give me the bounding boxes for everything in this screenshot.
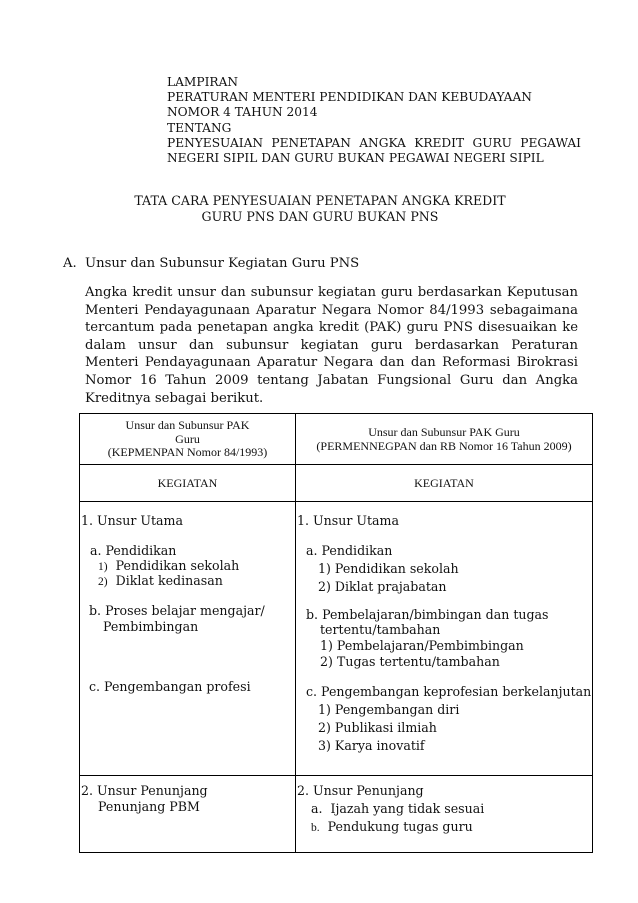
right-header-line-1: Unsur dan Subunsur PAK Guru	[368, 425, 520, 439]
right-penunjang-a-letter: a.	[311, 801, 323, 816]
section-title: Unsur dan Subunsur Kegiatan Guru PNS	[85, 256, 360, 271]
left-utama-a1-number: 1)	[98, 561, 108, 573]
right-penunjang-a	[311, 801, 484, 816]
right-utama-c3: 3) Karya inovatif	[318, 738, 425, 753]
regulation-number: NOMOR 4 TAHUN 2014	[167, 105, 318, 120]
kegiatan-row	[80, 465, 593, 502]
right-penunjang-title: 2. Unsur Penunjang	[297, 783, 424, 798]
right-utama-c2: 2) Publikasi ilmiah	[318, 720, 437, 735]
unsur-utama-row	[80, 502, 593, 776]
intro-paragraph: Angka kredit unsur dan subunsur kegiatan guru berdasarkan Keputusan Menteri Pendayagunaan Aparatur Negara Nomor 84/1993 sebagaimana tercantum pada penetapan angka kredit (PAK) guru PNS disesuaikan ke dalam unsur dan subunsur kegiatan guru berdasarkan Peraturan Menteri Pendayagunaan Aparatur Negara dan dan Reformasi Birokrasi Nomor 16 Tahun 2009 tentang Jabatan Fungsional Guru dan Angka Kreditnya sebagai berikut.	[85, 285, 578, 406]
left-utama-a2	[98, 573, 223, 588]
section-a-heading	[63, 256, 359, 271]
left-penunjang-title: 2. Unsur Penunjang	[81, 783, 208, 798]
left-utama-c: c. Pengembangan profesi	[89, 679, 251, 694]
regulation-name: PERATURAN MENTERI PENDIDIKAN DAN KEBUDAYAAN	[167, 90, 532, 105]
right-utama-c: c. Pengembangan keprofesian berkelanjutan	[306, 684, 592, 699]
right-kegiatan-label: KEGIATAN	[296, 465, 593, 502]
document-title-line-2: GURU PNS DAN GURU BUKAN PNS	[201, 209, 439, 224]
lampiran-header	[167, 75, 587, 166]
right-unsur-penunjang-cell	[296, 776, 593, 853]
section-letter: A.	[63, 256, 77, 271]
left-utama-title: 1. Unsur Utama	[81, 513, 183, 528]
right-penunjang-b-letter: b.	[311, 822, 320, 834]
pak-table	[79, 413, 593, 853]
left-header-line-1: Unsur dan Subunsur PAK	[125, 418, 250, 432]
left-utama-a: a. Pendidikan	[90, 543, 177, 558]
right-utama-c1: 1) Pengembangan diri	[318, 702, 460, 717]
right-penunjang-b	[311, 819, 473, 834]
left-unsur-utama-cell	[80, 502, 296, 776]
right-utama-a2: 2) Diklat prajabatan	[318, 579, 447, 594]
unsur-penunjang-row	[80, 776, 593, 853]
subject-line-1: PENYESUAIAN PENETAPAN ANGKA KREDIT GURU PEGAWAI	[167, 135, 581, 150]
right-utama-b-line-2: tertentu/tambahan	[320, 622, 441, 637]
document-title	[100, 193, 540, 225]
lampiran-label: LAMPIRAN	[167, 75, 239, 89]
right-penunjang-b-text: Pendukung tugas guru	[327, 819, 473, 834]
right-utama-a1: 1) Pendidikan sekolah	[318, 561, 459, 576]
right-penunjang-a-text: Ijazah yang tidak sesuai	[330, 801, 485, 816]
document-title-line-1: TATA CARA PENYESUAIAN PENETAPAN ANGKA KREDIT	[134, 193, 506, 208]
left-utama-b-line-1: b. Proses belajar mengajar/	[89, 603, 265, 618]
right-utama-b1: 1) Pembelajaran/Pembimbingan	[320, 638, 524, 653]
right-utama-b-line-1: b. Pembelajaran/bimbingan dan tugas	[306, 607, 549, 622]
tentang-label: TENTANG	[167, 120, 232, 135]
right-utama-b2: 2) Tugas tertentu/tambahan	[320, 654, 500, 669]
right-utama-a: a. Pendidikan	[306, 543, 393, 558]
right-column-header	[296, 414, 593, 465]
left-unsur-penunjang-cell	[80, 776, 296, 853]
subject-line-2: NEGERI SIPIL DAN GURU BUKAN PEGAWAI NEGERI SIPIL	[167, 151, 544, 166]
right-unsur-utama-cell	[296, 502, 593, 776]
table-header-row	[80, 414, 593, 465]
left-header-line-3: (KEPMENPAN Nomor 84/1993)	[107, 445, 268, 459]
left-kegiatan-label: KEGIATAN	[80, 465, 296, 502]
left-header-line-2: Guru	[175, 431, 200, 446]
left-utama-a2-text: Diklat kedinasan	[115, 573, 223, 588]
left-column-header	[80, 414, 296, 465]
left-penunjang-sub: Penunjang PBM	[98, 799, 200, 814]
right-header-line-2: (PERMENNEGPAN dan RB Nomor 16 Tahun 2009)	[316, 438, 572, 453]
right-utama-title: 1. Unsur Utama	[297, 513, 399, 528]
left-utama-b-line-2: Pembimbingan	[103, 619, 199, 634]
left-utama-a2-number: 2)	[98, 576, 108, 588]
left-utama-a1-text: Pendidikan sekolah	[115, 558, 240, 573]
left-utama-a1	[98, 558, 239, 573]
